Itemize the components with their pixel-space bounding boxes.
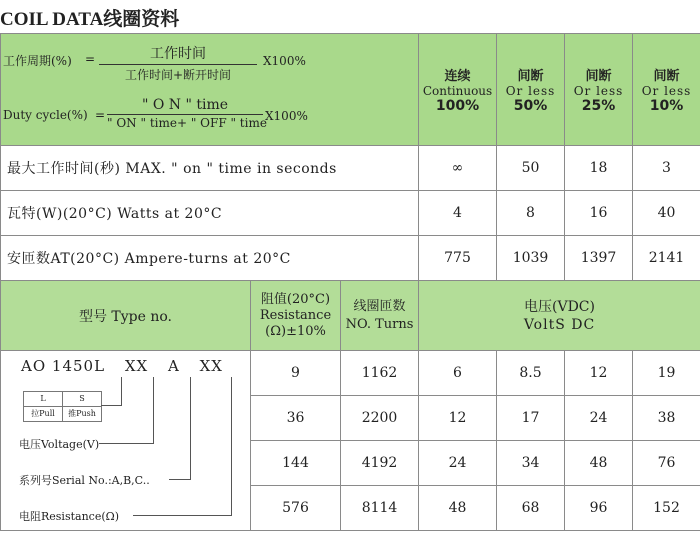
- model-base: AO 1450L: [21, 357, 106, 375]
- title-cn: 线圈资料: [103, 9, 180, 30]
- formula-cn-denominator: 工作时间+断开时间: [124, 68, 232, 82]
- table-cell: 96: [565, 486, 633, 531]
- table-cell: ∞: [419, 146, 497, 191]
- table-cell: 2141: [633, 236, 700, 281]
- pull-push-box: [23, 391, 102, 422]
- resistance-header-cn: 阻值(20°C): [260, 291, 331, 307]
- model-serial-code: A: [167, 357, 180, 375]
- table-cell: 2200: [341, 396, 419, 441]
- duty-col-10: [633, 34, 700, 146]
- duty-col-cn: 连续: [444, 69, 471, 84]
- row-label: 瓦特(W)(20°C) Watts at 20°C: [1, 191, 419, 236]
- duty-col-50: [497, 34, 565, 146]
- formula-en-eq: =: [95, 108, 106, 122]
- table-cell: 24: [565, 396, 633, 441]
- duty-col-en: Continuous: [422, 84, 493, 98]
- formula-cn-multiplier: X100%: [263, 54, 306, 68]
- duty-cycle-formula: [1, 34, 419, 146]
- resistance-header-en: Resistance: [259, 307, 332, 323]
- box-push: 推Push: [68, 409, 96, 418]
- table-cell: 3: [633, 146, 700, 191]
- turns-header: [341, 281, 419, 351]
- table-cell: 50: [497, 146, 565, 191]
- voltage-header-en: VoltS DC: [523, 316, 596, 333]
- table-cell: 16: [565, 191, 633, 236]
- formula-cn-eq: =: [85, 52, 96, 66]
- voltage-header: [419, 281, 700, 351]
- table-cell: 576: [251, 486, 341, 531]
- table-cell: 48: [419, 486, 497, 531]
- model-voltage-code: XX: [199, 357, 223, 375]
- table-cell: 24: [419, 441, 497, 486]
- box-pull: 拉Pull: [24, 407, 63, 421]
- table-cell: 17: [497, 396, 565, 441]
- table-row: [1, 146, 700, 191]
- table-cell: 775: [419, 236, 497, 281]
- legend-serial: 系列号Serial No.:A,B,C..: [19, 474, 150, 487]
- table-cell: 8: [497, 191, 565, 236]
- table-row: [1, 236, 700, 281]
- formula-en-denominator: " ON " time+ " OFF " time: [107, 116, 267, 130]
- table-row: [1, 351, 700, 396]
- formula-cn-label: 工作周期(%): [3, 54, 72, 68]
- table-cell: 34: [497, 441, 565, 486]
- table-row: [1, 191, 700, 236]
- table-cell: 68: [497, 486, 565, 531]
- coil-data-table: [0, 33, 700, 531]
- model-code-diagram: [1, 351, 251, 531]
- duty-col-en: Or less: [505, 84, 556, 98]
- turns-header-cn: 线圈匝数: [353, 298, 406, 314]
- table-cell: 6: [419, 351, 497, 396]
- duty-col-pct: 10%: [649, 98, 684, 114]
- title-en: COIL DATA: [0, 9, 104, 30]
- duty-col-pct: 25%: [581, 98, 616, 114]
- table-cell: 1162: [341, 351, 419, 396]
- resistance-header: [251, 281, 341, 351]
- legend-resistance: 电阻Resistance(Ω): [19, 510, 120, 523]
- formula-cn-numerator: 工作时间: [150, 46, 206, 62]
- table-cell: 8.5: [497, 351, 565, 396]
- box-s: S: [79, 394, 85, 403]
- table-cell: 38: [633, 396, 700, 441]
- formula-cn-fraction: [99, 43, 257, 83]
- table-cell: 12: [565, 351, 633, 396]
- table-cell: 18: [565, 146, 633, 191]
- voltage-header-cn: 电压(VDC): [524, 298, 595, 315]
- turns-header-en: NO. Turns: [345, 316, 414, 332]
- row-label: 安匝数AT(20°C) Ampere-turns at 20°C: [1, 236, 419, 281]
- table-cell: 9: [251, 351, 341, 396]
- duty-col-en: Or less: [573, 84, 624, 98]
- formula-en-numerator: " O N " time: [141, 97, 229, 113]
- model-resistance-code: XX: [124, 357, 149, 375]
- table-cell: 4: [419, 191, 497, 236]
- table-cell: 152: [633, 486, 700, 531]
- page-title: [0, 4, 179, 30]
- type-no-header: 型号 Type no.: [1, 281, 251, 351]
- model-code: [21, 357, 223, 375]
- table-cell: 1039: [497, 236, 565, 281]
- table-cell: 8114: [341, 486, 419, 531]
- duty-col-cn: 间断: [585, 69, 612, 84]
- formula-en-multiplier: X100%: [265, 109, 308, 123]
- resistance-header-unit: (Ω)±10%: [265, 323, 326, 339]
- duty-col-en: Or less: [641, 84, 692, 98]
- duty-col-cn: 间断: [517, 69, 544, 84]
- table-cell: 76: [633, 441, 700, 486]
- table-cell: 1397: [565, 236, 633, 281]
- legend-voltage: 电压Voltage(V): [19, 438, 100, 451]
- formula-en-fraction: [107, 97, 267, 130]
- table-cell: 40: [633, 191, 700, 236]
- duty-col-pct: 100%: [435, 98, 480, 114]
- duty-col-continuous: [419, 34, 497, 146]
- duty-col-pct: 50%: [513, 98, 548, 114]
- row-label: 最大工作时间(秒) MAX. " on " time in seconds: [1, 146, 419, 191]
- table-cell: 144: [251, 441, 341, 486]
- table-cell: 19: [633, 351, 700, 396]
- table-cell: 36: [251, 396, 341, 441]
- duty-col-25: [565, 34, 633, 146]
- formula-en-label: Duty cycle(%): [3, 108, 88, 122]
- duty-col-cn: 间断: [653, 69, 680, 84]
- box-l: L: [24, 392, 63, 406]
- table-cell: 12: [419, 396, 497, 441]
- table-cell: 4192: [341, 441, 419, 486]
- table-cell: 48: [565, 441, 633, 486]
